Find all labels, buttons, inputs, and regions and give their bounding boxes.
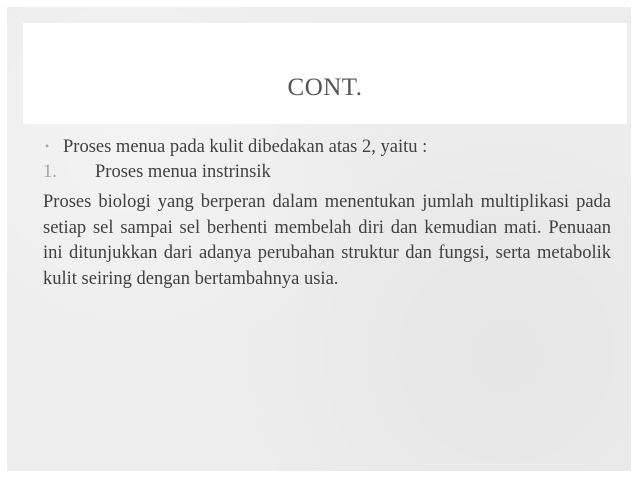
bullet-item xyxy=(45,135,427,158)
title-box xyxy=(23,23,627,124)
body-paragraph: Proses biologi yang berperan dalam menentukan jumlah multiplikasi pada setiap sel sampai sel berhenti membelah diri dan kemudian mati. Penuaan ini ditunjukkan dari adanya perubahan struktur dan fungsi, serta metabolik kulit seiring dengan bertambahnya usia. xyxy=(43,192,611,289)
bullet-marker: • xyxy=(45,139,50,153)
bullet-text: Proses menua pada kulit dibedakan atas 2, yaitu : xyxy=(63,137,428,157)
numbered-item xyxy=(43,161,271,183)
item-number: 1. xyxy=(43,162,57,182)
slide-title: CONT. xyxy=(287,74,363,101)
item-text: Proses menua instrinsik xyxy=(95,162,271,182)
